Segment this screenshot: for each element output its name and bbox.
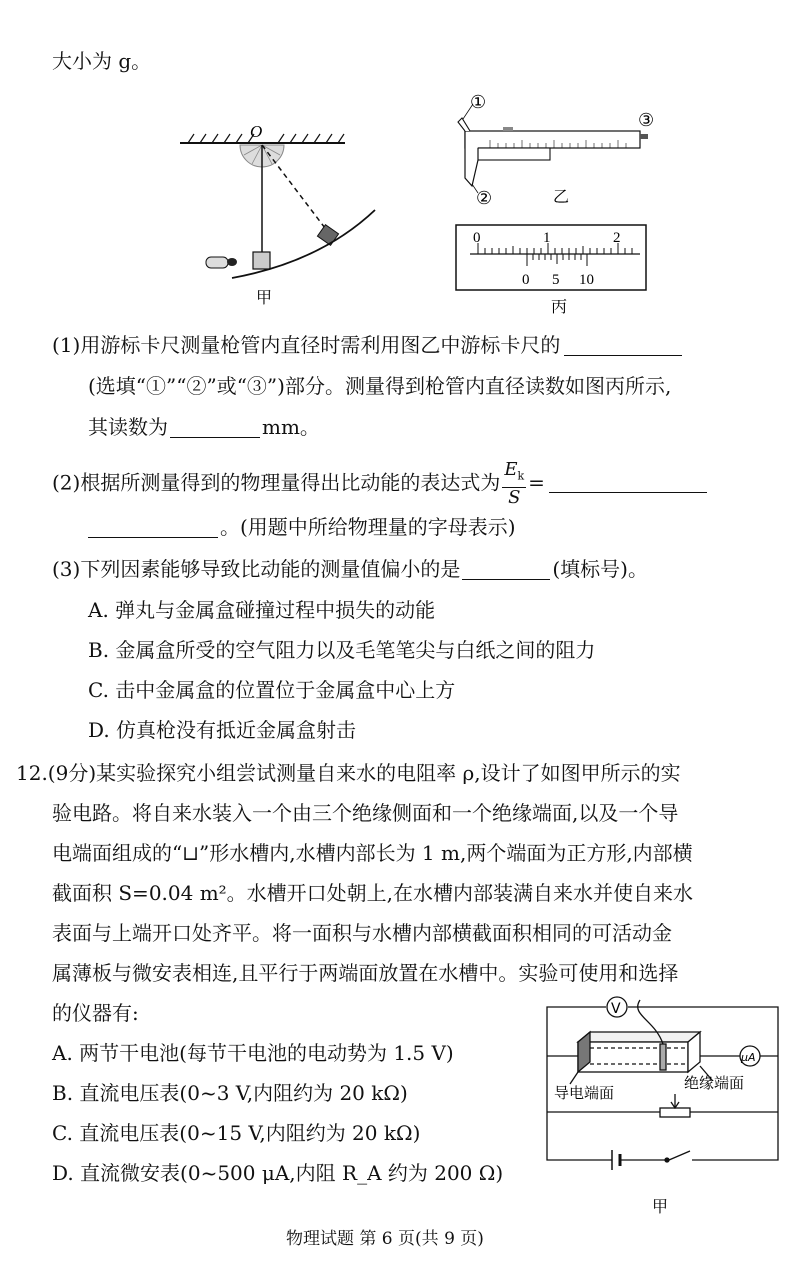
q1-line3 bbox=[88, 414, 320, 440]
voltmeter-label: V bbox=[611, 1001, 621, 1017]
caption-circuit: 甲 bbox=[652, 1199, 669, 1216]
q3-blank-answer[interactable] bbox=[462, 559, 550, 580]
q12-option-c: C. 直流电压表(0~15 V,内阻约为 20 kΩ) bbox=[52, 1121, 421, 1145]
caliper-vernier bbox=[475, 148, 550, 160]
fraction-den-symbol: S bbox=[508, 486, 521, 508]
q3-line1-text: (3)下列因素能够导致比动能的测量值偏小的是 bbox=[52, 557, 461, 581]
label-conductive-end: 导电端面 bbox=[554, 1084, 615, 1102]
switch-pivot bbox=[665, 1158, 669, 1162]
q12-option-d: D. 直流微安表(0~500 μA,内阻 R_A 约为 200 Ω) bbox=[52, 1161, 504, 1185]
caliper-screw bbox=[503, 127, 513, 131]
q12-line-1: 12.(9分)某实验探究小组尝试测量自来水的电阻率 ρ,设计了如图甲所示的实 bbox=[16, 761, 681, 785]
metal-box-swung bbox=[317, 225, 338, 246]
label-insulating-end: 绝缘端面 bbox=[684, 1074, 745, 1092]
q12-line-5: 表面与上端开口处齐平。将一面积与水槽内部横截面积相同的可活动金 bbox=[52, 921, 672, 945]
ek-over-s-fraction bbox=[502, 460, 526, 508]
caption-yi: 乙 bbox=[553, 189, 570, 206]
fraction-numerator bbox=[502, 460, 526, 488]
q12-line-4: 截面积 S=0.04 m²。水槽开口处朝上,在水槽内部装满自来水并使自来水 bbox=[52, 881, 694, 905]
mark-3: ③ bbox=[638, 110, 655, 131]
q3-option-d: D. 仿真枪没有抵近金属盒射击 bbox=[88, 718, 357, 742]
q2-line2-text: 。(用题中所给物理量的字母表示) bbox=[220, 515, 516, 539]
tank-front bbox=[578, 1042, 688, 1072]
q2-equals: = bbox=[528, 470, 545, 495]
q3-option-a: A. 弹丸与金属盒碰撞过程中损失的动能 bbox=[88, 598, 436, 622]
caliper-inner-jaw bbox=[458, 118, 470, 131]
q3-line1-suffix: (填标号)。 bbox=[552, 557, 648, 581]
q12-option-a: A. 两节干电池(每节干电池的电动势为 1.5 V) bbox=[52, 1041, 454, 1065]
q1-line2: (选填“①”“②”或“③”)部分。测量得到枪管内直径读数如图丙所示, bbox=[88, 374, 672, 398]
caption-jia: 甲 bbox=[256, 290, 273, 307]
q2-blank-expression-b[interactable] bbox=[88, 517, 218, 538]
mark-1: ① bbox=[470, 92, 487, 113]
q1-line3-prefix: 其读数为 bbox=[88, 415, 168, 439]
q3-line1 bbox=[52, 556, 648, 582]
figure-jia bbox=[180, 134, 375, 278]
caliper-depth-rod bbox=[640, 134, 648, 139]
q1-blank-part[interactable] bbox=[564, 335, 682, 356]
q12-line-6: 属薄板与微安表相连,且平行于两端面放置在水槽中。实验可使用和选择 bbox=[52, 961, 679, 985]
gun-barrel bbox=[206, 257, 228, 268]
q1-line3-unit: mm。 bbox=[262, 415, 320, 439]
q12-option-b: B. 直流电压表(0~3 V,内阻约为 20 kΩ) bbox=[52, 1081, 408, 1105]
q1-line1 bbox=[52, 332, 682, 358]
main-label-1: 1 bbox=[543, 230, 551, 246]
microammeter-label: μA bbox=[741, 1051, 756, 1064]
label-O: O bbox=[250, 122, 263, 141]
leader-conductive bbox=[570, 1072, 578, 1084]
movable-plate bbox=[660, 1044, 666, 1070]
fraction-num-symbol: E bbox=[504, 459, 518, 480]
fraction-num-sub: k bbox=[517, 469, 525, 483]
q3-option-c: C. 击中金属盒的位置位于金属盒中心上方 bbox=[88, 678, 456, 702]
caliper-main-scale bbox=[465, 131, 640, 148]
vernier-label-0: 0 bbox=[522, 272, 530, 288]
q2-line1-text: (2)根据所测量得到的物理量得出比动能的表达式为 bbox=[52, 470, 501, 495]
metal-box bbox=[253, 252, 270, 269]
q2-blank-expression-a[interactable] bbox=[549, 472, 707, 493]
q2-line2 bbox=[88, 514, 516, 540]
vernier-label-5: 5 bbox=[552, 272, 560, 288]
q12-line-3: 电端面组成的“⊔”形水槽内,水槽内部长为 1 m,两个端面为正方形,内部横 bbox=[52, 841, 693, 865]
main-label-2: 2 bbox=[613, 230, 621, 246]
q2-line1 bbox=[52, 460, 707, 508]
switch-lever bbox=[669, 1151, 690, 1160]
vernier-label-10: 10 bbox=[579, 272, 594, 288]
tank-top bbox=[578, 1032, 700, 1042]
q1-blank-reading[interactable] bbox=[170, 417, 260, 438]
pellet bbox=[227, 258, 237, 266]
fraction-denominator bbox=[502, 488, 526, 508]
main-label-0: 0 bbox=[473, 230, 481, 246]
q12-line-7: 的仪器有: bbox=[52, 1001, 139, 1025]
q1-line1-text: (1)用游标卡尺测量枪管内直径时需利用图乙中游标卡尺的 bbox=[52, 333, 561, 357]
ceiling-hatching bbox=[188, 134, 344, 143]
mark-2: ② bbox=[476, 188, 493, 209]
caption-bing: 丙 bbox=[551, 299, 568, 316]
header-line: 大小为 g。 bbox=[52, 49, 152, 73]
page-footer: 物理试题 第 6 页(共 9 页) bbox=[286, 1229, 484, 1249]
q3-option-b: B. 金属盒所受的空气阻力以及毛笔笔尖与白纸之间的阻力 bbox=[88, 638, 596, 662]
rheostat bbox=[660, 1108, 690, 1117]
figure-yi bbox=[458, 104, 648, 193]
q12-line-2: 验电路。将自来水装入一个由三个绝缘侧面和一个绝缘端面,以及一个导 bbox=[52, 801, 679, 825]
